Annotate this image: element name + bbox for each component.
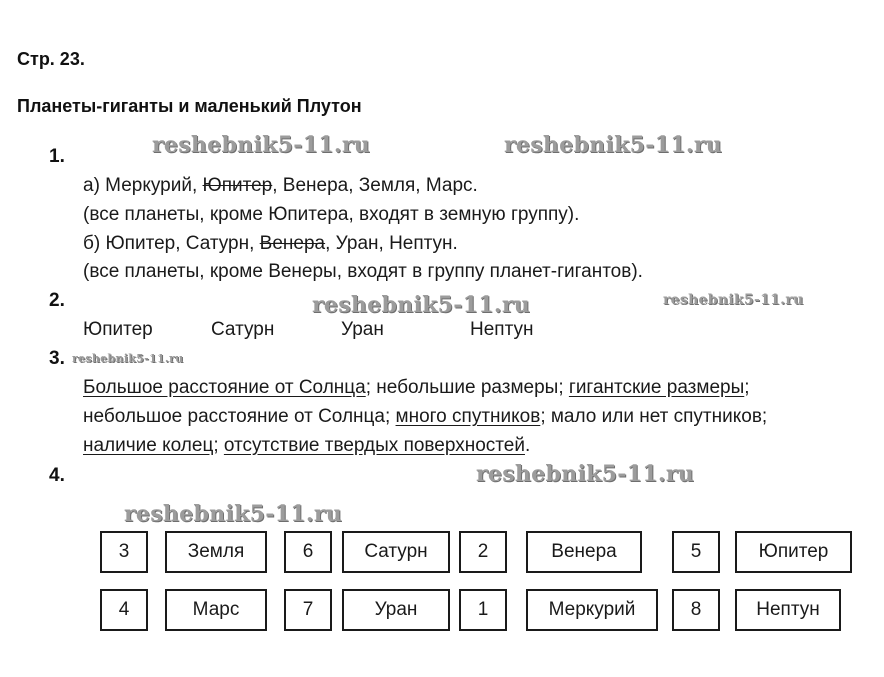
rank-box: 1 bbox=[459, 589, 507, 631]
text: , Венера, Земля, Марс. bbox=[272, 175, 478, 196]
watermark: reshebnik5-11.ru bbox=[476, 461, 695, 487]
planet-box: Нептун bbox=[735, 589, 841, 631]
rank-box: 6 bbox=[284, 531, 332, 573]
watermark: reshebnik5-11.ru bbox=[504, 132, 723, 158]
text: б) Юпитер, Сатурн, bbox=[83, 233, 260, 254]
underlined-answer: отсутствие твердых поверхностей bbox=[223, 435, 525, 456]
text: , Уран, Нептун. bbox=[325, 233, 458, 254]
rank-box: 3 bbox=[100, 531, 148, 573]
struck-answer: Венера bbox=[259, 233, 326, 254]
task-1-line-a bbox=[83, 175, 478, 197]
planet-box: Марс bbox=[165, 589, 267, 631]
text: а) Меркурий, bbox=[83, 175, 203, 196]
text: ; bbox=[213, 435, 224, 456]
rank-box: 2 bbox=[459, 531, 507, 573]
task-2-number: 2. bbox=[49, 290, 65, 311]
planet-box: Юпитер bbox=[735, 531, 852, 573]
rank-box: 5 bbox=[672, 531, 720, 573]
planet-box: Сатурн bbox=[342, 531, 450, 573]
task-1-note-a: (все планеты, кроме Юпитера, входят в земную группу). bbox=[83, 204, 580, 225]
rank-box: 7 bbox=[284, 589, 332, 631]
underlined-answer: Большое расстояние от Солнца bbox=[83, 377, 366, 398]
task-1-note-b: (все планеты, кроме Венеры, входят в группу планет-гигантов). bbox=[83, 261, 643, 282]
text: ; bbox=[744, 377, 750, 398]
planet-label: Уран bbox=[341, 319, 384, 340]
planet-box: Земля bbox=[165, 531, 267, 573]
text: небольшое расстояние от Солнца; bbox=[83, 406, 396, 427]
underlined-answer: наличие колец bbox=[83, 435, 214, 456]
task-1-number: 1. bbox=[49, 146, 65, 167]
rank-box: 4 bbox=[100, 589, 148, 631]
text: ; небольшие размеры; bbox=[365, 377, 569, 398]
planet-box: Меркурий bbox=[526, 589, 658, 631]
task-3-line-3 bbox=[83, 435, 530, 457]
planet-box: Уран bbox=[342, 589, 450, 631]
task-3-number: 3. bbox=[49, 348, 65, 369]
task-3-line-1 bbox=[83, 377, 750, 399]
topic-title: Планеты-гиганты и маленький Плутон bbox=[17, 96, 362, 116]
text: ; мало или нет спутников; bbox=[540, 406, 768, 427]
struck-answer: Юпитер bbox=[202, 175, 273, 196]
underlined-answer: много спутников bbox=[395, 406, 541, 427]
watermark: reshebnik5-11.ru bbox=[312, 292, 531, 318]
task-4-number: 4. bbox=[49, 465, 65, 486]
task-3-line-2 bbox=[83, 406, 767, 428]
watermark: reshebnik5-11.ru bbox=[663, 292, 804, 308]
watermark: reshebnik5-11.ru bbox=[124, 501, 343, 527]
page-label: Стр. 23. bbox=[17, 49, 85, 69]
watermark: reshebnik5-11.ru bbox=[72, 352, 184, 365]
planet-box: Венера bbox=[526, 531, 642, 573]
text: . bbox=[524, 435, 531, 456]
planet-label: Сатурн bbox=[211, 319, 275, 340]
rank-box: 8 bbox=[672, 589, 720, 631]
underlined-answer: гигантские размеры bbox=[568, 377, 745, 398]
task-1-line-b bbox=[83, 233, 458, 255]
watermark: reshebnik5-11.ru bbox=[152, 132, 371, 158]
planet-label: Юпитер bbox=[83, 319, 153, 340]
planet-label: Нептун bbox=[470, 319, 534, 340]
